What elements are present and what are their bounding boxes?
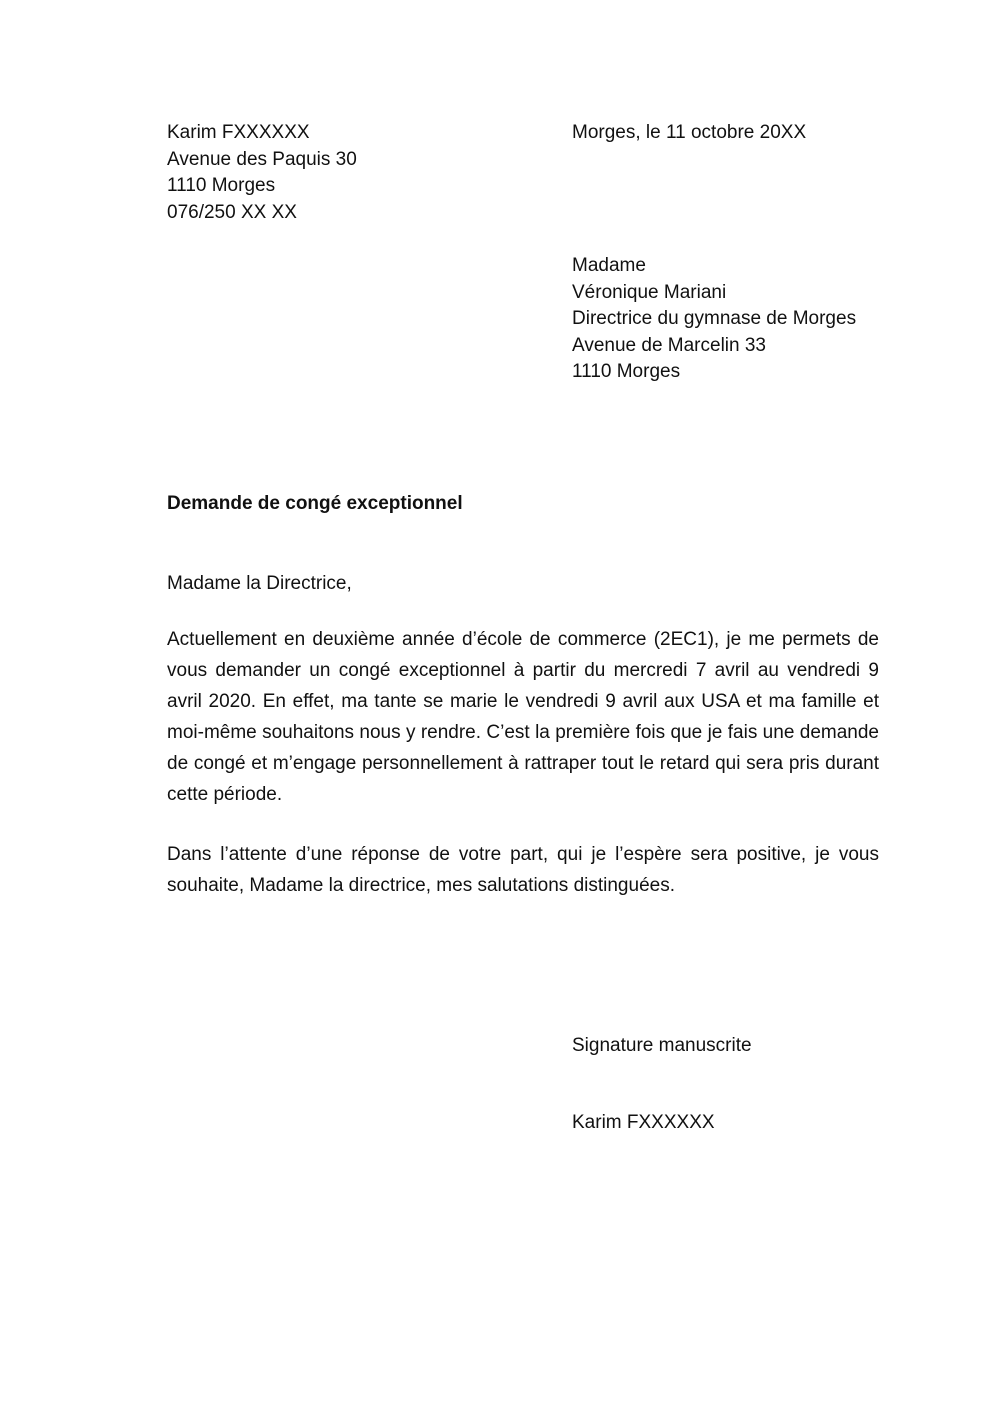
recipient-address-block	[572, 253, 856, 386]
recipient-street: Avenue de Marcelin 33	[572, 334, 766, 356]
recipient-role: Directrice du gymnase de Morges	[572, 308, 857, 330]
salutation: Madame la Directrice,	[167, 573, 352, 594]
date-line: Morges, le 11 octobre 20XX	[572, 122, 807, 143]
recipient-name: Véronique Mariani	[572, 281, 727, 303]
sender-city: 1110 Morges	[167, 175, 276, 197]
recipient-title: Madame	[572, 255, 646, 276]
signature-label: Signature manuscrite	[572, 1035, 752, 1056]
closing-paragraph: Dans l’attente d’une réponse de votre part, qui je l’espère sera positive, je vous souhaite, Madame la directrice, mes salutations distinguées.	[167, 844, 879, 896]
recipient-city: 1110 Morges	[572, 361, 681, 383]
sender-name: Karim FXXXXXX	[167, 122, 310, 143]
letter-subject: Demande de congé exceptionnel	[167, 493, 463, 514]
sender-street: Avenue des Paquis 30	[167, 148, 357, 170]
body-paragraph: Actuellement en deuxième année d’école de commerce (2EC1), je me permets de vous demander un congé exceptionnel à partir du mercredi 7 avril au vendredi 9 avril 2020. En effet, ma tante se marie le vendredi 9 avril aux USA et ma famille et moi-même souhaitons nous y rendre. C’est la première fois que je fais une demande de congé et m’engage personnellement à rattraper tout le retard qui sera pris durant cette période.	[167, 629, 879, 805]
sender-address-block	[167, 120, 357, 226]
signatory-name: Karim FXXXXXX	[572, 1112, 715, 1133]
sender-phone: 076/250 XX XX	[167, 201, 297, 223]
